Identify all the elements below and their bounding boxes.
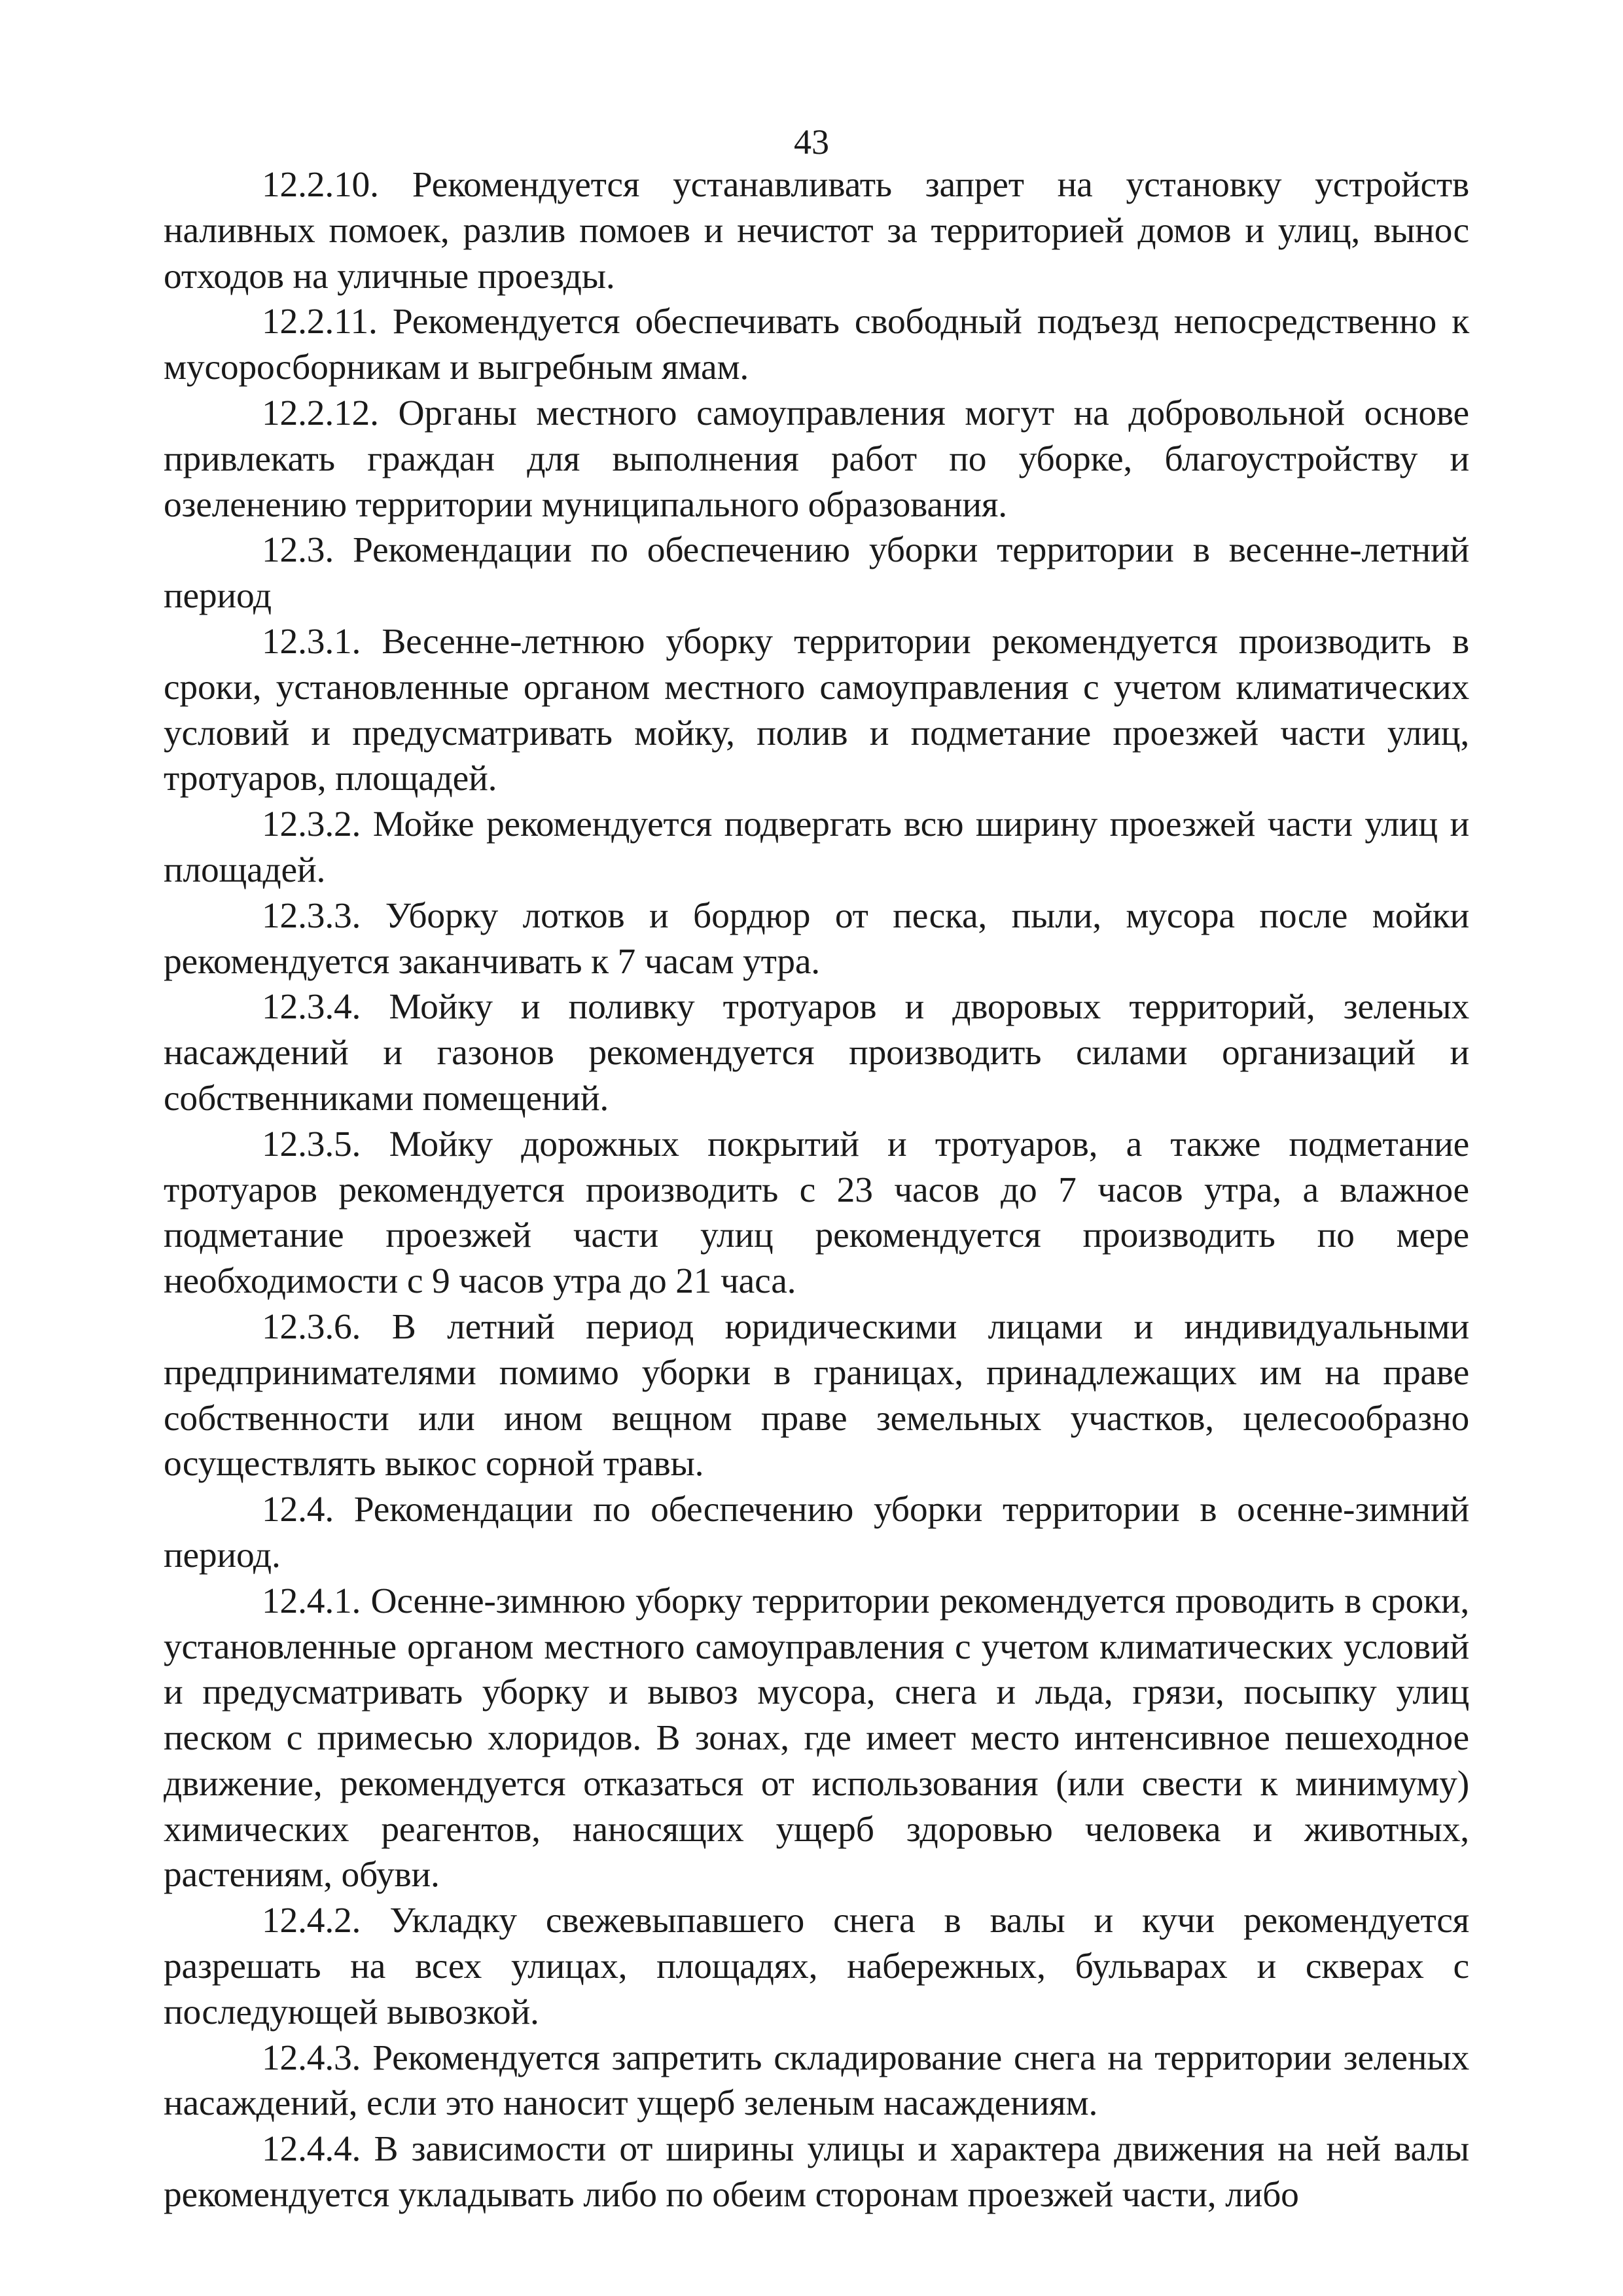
paragraph-12-4-2: 12.4.2. Укладку свежевыпавшего снега в валы и кучи рекомендуется разрешать на всех улицах, площадях, набережных, бульварах и скверах с последующей вывозкой. <box>164 1901 1469 2032</box>
document-body <box>164 162 1469 2218</box>
paragraph-12-2-11: 12.2.11. Рекомендуется обеспечивать свободный подъезд непосредственно к мусоросборникам и выгребным ямам. <box>164 302 1469 388</box>
paragraph-12-4-3: 12.4.3. Рекомендуется запретить складирование снега на территории зеленых насаждений, если это наносит ущерб зеленым насаждениям. <box>164 2037 1469 2124</box>
paragraph-12-3-3: 12.3.3. Уборку лотков и бордюр от песка, пыли, мусора после мойки рекомендуется заканчивать к 7 часам утра. <box>164 895 1469 982</box>
paragraph-12-2-10: 12.2.10. Рекомендуется устанавливать запрет на установку устройств наливных помоек, разлив помоев и нечистот за территорией домов и улиц, вынос отходов на уличные проезды. <box>164 165 1469 296</box>
page-number: 43 <box>794 122 829 162</box>
paragraph-12-3-6: 12.3.6. В летний период юридическими лицами и индивидуальными предпринимателями помимо уборки в границах, принадлежащих им на праве собственности или ином вещном праве земельных участков, целесообразно осуществлять выкос сорной травы. <box>164 1306 1469 1484</box>
section-heading-12-3: 12.3. Рекомендации по обеспечению уборки территории в весенне-летний период <box>164 530 1469 617</box>
paragraph-12-2-12: 12.2.12. Органы местного самоуправления могут на добровольной основе привлекать граждан для выполнения работ по уборке, благоустройству и озеленению территории муниципального образования. <box>164 393 1469 525</box>
section-heading-12-4: 12.4. Рекомендации по обеспечению уборки территории в осенне-зимний период. <box>164 1490 1469 1575</box>
paragraph-12-3-4: 12.3.4. Мойку и поливку тротуаров и дворовых территорий, зеленых насаждений и газонов рекомендуется производить силами организаций и собственниками помещений. <box>164 987 1469 1119</box>
paragraph-12-4-4: 12.4.4. В зависимости от ширины улицы и характера движения на ней валы рекомендуется укладывать либо по обеим сторонам проезжей части, либо <box>164 2129 1469 2215</box>
paragraph-12-3-5: 12.3.5. Мойку дорожных покрытий и тротуаров, а также подметание тротуаров рекомендуется производить с 23 часов до 7 часов утра, а влажное подметание проезжей части улиц рекомендуется производить по мере необходимости с 9 часов утра до 21 часа. <box>164 1124 1469 1302</box>
paragraph-12-3-2: 12.3.2. Мойке рекомендуется подвергать всю ширину проезжей части улиц и площадей. <box>164 804 1469 890</box>
paragraph-12-3-1: 12.3.1. Весенне-летнюю уборку территории рекомендуется производить в сроки, установленные органом местного самоуправления с учетом климатических условий и предусматривать мойку, полив и подметание проезжей части улиц, тротуаров, площадей. <box>164 621 1469 799</box>
paragraph-12-4-1: 12.4.1. Осенне-зимнюю уборку территории рекомендуется проводить в сроки, установленные органом местного самоуправления с учетом климатических условий и предусматривать уборку и вывоз мусора, снега и льда, грязи, посыпку улиц песком с примесью хлоридов. В зонах, где имеет место интенсивное пешеходное движение, рекомендуется отказаться от использования (или свести к минимуму) химических реагентов, наносящих ущерб здоровью человека и животных, растениям, обуви. <box>164 1581 1469 1895</box>
